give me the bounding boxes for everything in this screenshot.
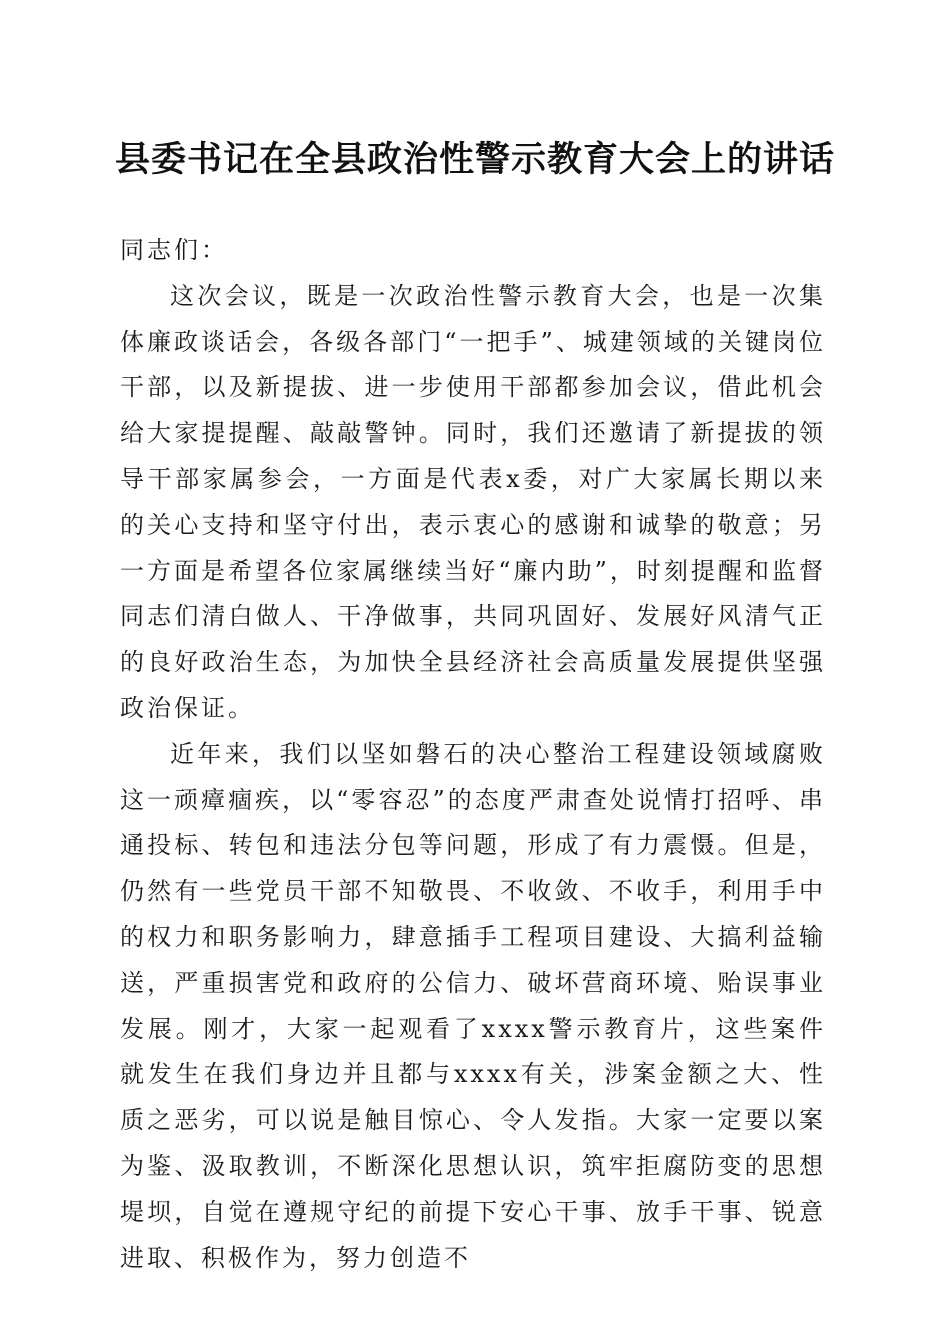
body-paragraph-1: 这次会议，既是一次政治性警示教育大会，也是一次集体廉政谈话会，各级各部门“一把手”、城建领域的关键岗位干部，以及新提拔、进一步使用干部都参加会议，借此机会给大家提提醒、敲敲警钟。同时，我们还邀请了新提拔的领导干部家属参会，一方面是代表x委，对广大家属长期以来的关心支持和坚守付出，表示衷心的感谢和诚挚的敬意；另一方面是希望各位家属继续当好“廉内助”，时刻提醒和监督同志们清白做人、干净做事，共同巩固好、发展好风清气正的良好政治生态，为加快全县经济社会高质量发展提供坚强政治保证。 bbox=[120, 281, 826, 722]
salutation: 同志们： bbox=[120, 236, 228, 264]
document-body bbox=[120, 228, 826, 1281]
body-paragraph-2: 近年来，我们以坚如磐石的决心整治工程建设领域腐败这一顽瘴痼疾，以“零容忍”的态度严肃查处说情打招呼、串通投标、转包和违法分包等问题，形成了有力震慑。但是，仍然有一些党员干部不知敬畏、不收敛、不收手，利用手中的权力和职务影响力，肆意插手工程项目建设、大搞利益输送，严重损害党和政府的公信力、破坏营商环境、贻误事业发展。刚才，大家一起观看了xxxx警示教育片，这些案件就发生在我们身边并且都与xxxx有关，涉案金额之大、性质之恶劣，可以说是触目惊心、令人发指。大家一定要以案为鉴、汲取教训，不断深化思想认识，筑牢拒腐防变的思想堤坝，自觉在遵规守纪的前提下安心干事、放手干事、锐意进取、积极作为，努力创造不 bbox=[120, 739, 826, 1272]
document-title: 县委书记在全县政治性警示教育大会上的讲话 bbox=[114, 139, 835, 180]
